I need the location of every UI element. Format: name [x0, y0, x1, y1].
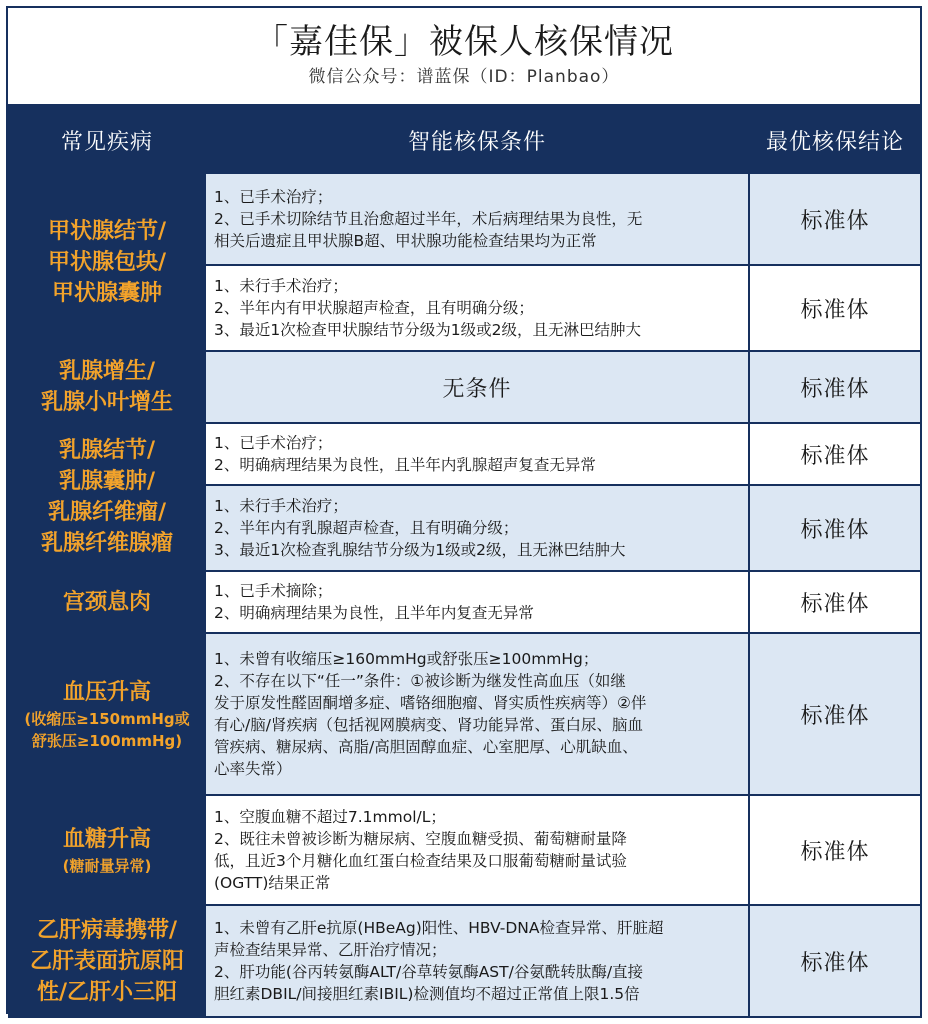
condition-line: 1、未曾有乙肝e抗原(HBeAg)阳性、HBV-DNA检查异常、肝脏超: [214, 919, 664, 937]
condition-line: 低，且近3个月糖化血红蛋白检查结果及口服葡萄糖耐量试验: [214, 852, 627, 870]
condition-cell: [205, 265, 749, 351]
disease-cell-breast-hyperplasia: [9, 351, 205, 423]
condition-cell: [205, 795, 749, 905]
condition-line: 相关后遗症且甲状腺B超、甲状腺功能检查结果均为正常: [214, 232, 597, 250]
header-result: 最优核保结论: [749, 107, 921, 173]
result-cell: 标准体: [749, 351, 921, 423]
page-subtitle: 微信公众号：谱蓝保（ID：Planbao）: [308, 67, 620, 87]
disease-cell-cervical-polyp: [9, 571, 205, 633]
header-disease: 常见疾病: [9, 107, 205, 173]
disease-line: 乳腺增生/: [58, 359, 156, 384]
condition-line: 2、明确病理结果为良性，且半年内复查无异常: [214, 604, 534, 622]
condition-line: 心率失常）: [214, 760, 292, 778]
disease-cell-blood-glucose: [9, 795, 205, 905]
disease-cell-breast-nodule: [9, 423, 205, 571]
condition-line: 2、半年内有甲状腺超声检查，且有明确分级；: [214, 299, 534, 317]
condition-line: 3、最近1次检查甲状腺结节分级为1级或2级，且无淋巴结肿大: [214, 321, 641, 339]
disease-line: 乙肝表面抗原阳: [29, 948, 184, 974]
no-condition-cell: 无条件: [205, 351, 749, 423]
condition-line: 1、已手术治疗；: [214, 188, 333, 206]
disease-cell-hepatitis-b: [9, 905, 205, 1017]
condition-line: 2、不存在以下“任一”条件：①被诊断为继发性高血压（如继: [214, 672, 626, 690]
disease-line: 血压升高: [62, 679, 151, 705]
condition-line: 2、明确病理结果为良性，且半年内乳腺超声复查无异常: [214, 456, 596, 474]
table-row: [9, 905, 921, 1017]
condition-line: 2、既往未曾被诊断为糖尿病、空腹血糖受损、葡萄糖耐量降: [214, 830, 627, 848]
disease-line: 甲状腺结节/: [47, 218, 167, 244]
table-row: [9, 173, 921, 265]
condition-line: 胆红素DBIL/间接胆红素IBIL)检测值均不超过正常值上限1.5倍: [214, 985, 640, 1003]
disease-line: 乳腺纤维腺瘤: [40, 531, 173, 556]
condition-line: 2、已手术切除结节且治愈超过半年，术后病理结果为良性，无: [214, 210, 643, 228]
page-title: 「嘉佳保」被保人核保情况: [254, 22, 674, 62]
condition-line: 1、未行手术治疗；: [214, 497, 348, 515]
condition-line: 1、未曾有收缩压≥160mmHg或舒张压≥100mmHg；: [214, 650, 599, 668]
table-row: [9, 571, 921, 633]
disease-line: 乳腺纤维瘤/: [47, 500, 167, 525]
condition-cell: [205, 173, 749, 265]
disease-line: 乳腺小叶增生: [40, 390, 173, 415]
disease-line: 性/乙肝小三阳: [36, 979, 178, 1005]
disease-line: 血糖升高: [62, 826, 151, 852]
underwriting-table: [8, 106, 922, 1018]
condition-line: 管疾病、糖尿病、高脂/高胆固醇血症、心室肥厚、心肌缺血、: [214, 738, 638, 756]
disease-line: 乳腺囊肿/: [58, 469, 156, 494]
table-row: [9, 423, 921, 485]
disease-line: 乳腺结节/: [58, 438, 156, 463]
result-cell: 标准体: [749, 173, 921, 265]
result-cell: 标准体: [749, 265, 921, 351]
disease-line: 甲状腺包块/: [47, 249, 167, 275]
disease-cell-blood-pressure: [9, 633, 205, 795]
condition-line: 发于原发性醛固酮增多症、嗜铬细胞瘤、肾实质性疾病等）②伴: [214, 694, 647, 712]
table-row: [9, 795, 921, 905]
result-cell: 标准体: [749, 571, 921, 633]
condition-line: 声检查结果异常、乙肝治疗情况；: [214, 941, 447, 959]
condition-cell: [205, 633, 749, 795]
condition-cell: [205, 905, 749, 1017]
disease-cell-thyroid: [9, 173, 205, 351]
disease-line: 乙肝病毒携带/: [36, 917, 178, 943]
condition-cell: [205, 485, 749, 571]
condition-line: 1、已手术摘除；: [214, 582, 333, 600]
table-row: [9, 633, 921, 795]
disease-line: 甲状腺囊肿: [51, 280, 162, 306]
result-cell: 标准体: [749, 795, 921, 905]
title-box: [8, 8, 920, 106]
disease-subline: (糖耐量异常): [62, 856, 152, 875]
condition-line: 有心/脑/肾疾病（包括视网膜病变、肾功能异常、蛋白尿、脑血: [214, 716, 643, 734]
condition-line: 1、已手术治疗；: [214, 434, 333, 452]
table-row: [9, 351, 921, 423]
condition-line: 1、未行手术治疗；: [214, 277, 348, 295]
result-cell: 标准体: [749, 633, 921, 795]
header-row: [9, 107, 921, 173]
disease-subline: 舒张压≥100mmHg): [31, 731, 183, 750]
condition-cell: [205, 571, 749, 633]
result-cell: 标准体: [749, 423, 921, 485]
disease-subline: (收缩压≥150mmHg或: [24, 709, 190, 728]
header-conditions: 智能核保条件: [205, 107, 749, 173]
condition-line: 2、半年内有乳腺超声检查，且有明确分级；: [214, 519, 519, 537]
disease-line: 宫颈息肉: [62, 589, 151, 615]
condition-line: (OGTT)结果正常: [214, 874, 331, 892]
result-cell: 标准体: [749, 905, 921, 1017]
condition-line: 1、空腹血糖不超过7.1mmol/L；: [214, 808, 446, 826]
result-cell: 标准体: [749, 485, 921, 571]
condition-line: 3、最近1次检查乳腺结节分级为1级或2级，且无淋巴结肿大: [214, 541, 626, 559]
table-frame: [6, 6, 922, 1014]
condition-cell: [205, 423, 749, 485]
condition-line: 2、肝功能(谷丙转氨酶ALT/谷草转氨酶AST/谷氨酰转肽酶/直接: [214, 963, 644, 981]
